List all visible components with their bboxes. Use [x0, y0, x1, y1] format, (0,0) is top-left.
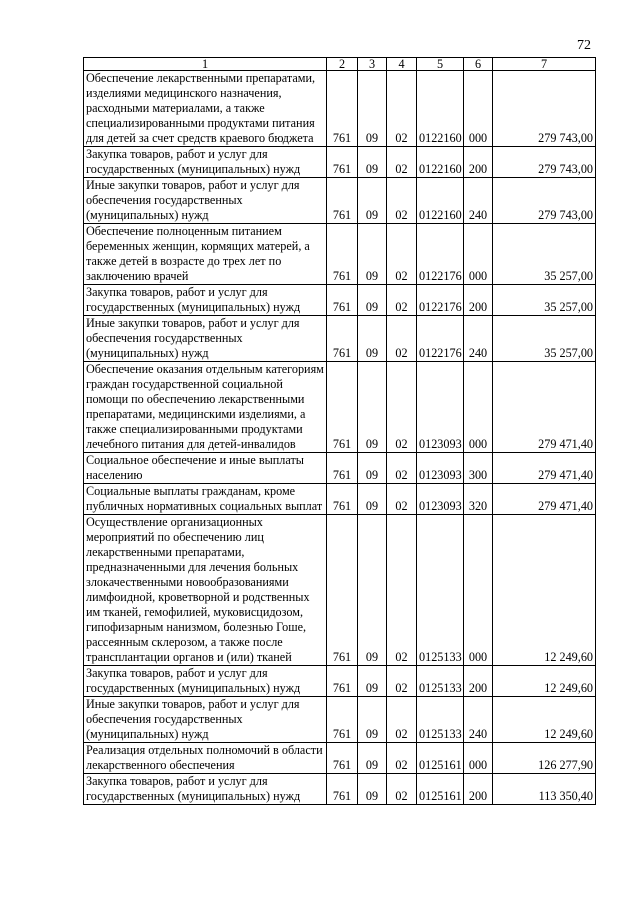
subsection-code-cell: 02: [387, 362, 417, 453]
amount-cell: 279 743,00: [493, 71, 596, 147]
section-code-cell: 09: [358, 285, 387, 316]
table-row: [84, 484, 596, 515]
table-row: [84, 515, 596, 666]
expense-name-cell: Обеспечение полноценным питанием беременных женщин, кормящих матерей, а также детей в возрасте до трех лет по заключению врачей: [84, 224, 327, 285]
header-col-3: 3: [358, 58, 387, 71]
amount-cell: 113 350,40: [493, 774, 596, 805]
expense-type-cell: 200: [464, 666, 493, 697]
expense-type-cell: 200: [464, 774, 493, 805]
subsection-code-cell: 02: [387, 71, 417, 147]
expense-type-cell: 240: [464, 178, 493, 224]
section-code-cell: 09: [358, 743, 387, 774]
expense-type-cell: 000: [464, 743, 493, 774]
expense-name-cell: Обеспечение оказания отдельным категориям граждан государственной социальной помощи по обеспечению лекарственными препаратами, медицинскими изделиями, а также специализированными продуктами лечебного питания для детей-инвалидов: [84, 362, 327, 453]
target-article-cell: 0123093: [417, 453, 464, 484]
expense-type-cell: 000: [464, 362, 493, 453]
expense-type-cell: 000: [464, 515, 493, 666]
target-article-cell: 0123093: [417, 484, 464, 515]
section-code-cell: 09: [358, 666, 387, 697]
subsection-code-cell: 02: [387, 515, 417, 666]
expense-name-cell: Закупка товаров, работ и услуг для государственных (муниципальных) нужд: [84, 666, 327, 697]
expense-type-cell: 000: [464, 224, 493, 285]
amount-cell: 279 471,40: [493, 362, 596, 453]
amount-cell: 279 743,00: [493, 147, 596, 178]
header-col-1: 1: [84, 58, 327, 71]
table-row: [84, 453, 596, 484]
ministry-code-cell: 761: [327, 224, 358, 285]
section-code-cell: 09: [358, 362, 387, 453]
table-row: [84, 71, 596, 147]
amount-cell: 126 277,90: [493, 743, 596, 774]
expense-name-cell: Иные закупки товаров, работ и услуг для обеспечения государственных (муниципальных) нужд: [84, 178, 327, 224]
ministry-code-cell: 761: [327, 71, 358, 147]
ministry-code-cell: 761: [327, 453, 358, 484]
ministry-code-cell: 761: [327, 285, 358, 316]
target-article-cell: 0125161: [417, 774, 464, 805]
section-code-cell: 09: [358, 515, 387, 666]
section-code-cell: 09: [358, 71, 387, 147]
section-code-cell: 09: [358, 453, 387, 484]
target-article-cell: 0125133: [417, 666, 464, 697]
target-article-cell: 0125133: [417, 697, 464, 743]
ministry-code-cell: 761: [327, 666, 358, 697]
expense-name-cell: Закупка товаров, работ и услуг для государственных (муниципальных) нужд: [84, 147, 327, 178]
expense-name-cell: Реализация отдельных полномочий в области лекарственного обеспечения: [84, 743, 327, 774]
ministry-code-cell: 761: [327, 743, 358, 774]
subsection-code-cell: 02: [387, 484, 417, 515]
section-code-cell: 09: [358, 697, 387, 743]
table-row: [84, 224, 596, 285]
amount-cell: 279 743,00: [493, 178, 596, 224]
table-row: [84, 147, 596, 178]
amount-cell: 35 257,00: [493, 224, 596, 285]
target-article-cell: 0122176: [417, 316, 464, 362]
expense-type-cell: 240: [464, 316, 493, 362]
amount-cell: 35 257,00: [493, 316, 596, 362]
section-code-cell: 09: [358, 774, 387, 805]
subsection-code-cell: 02: [387, 285, 417, 316]
table-row: [84, 316, 596, 362]
subsection-code-cell: 02: [387, 697, 417, 743]
expense-name-cell: Иные закупки товаров, работ и услуг для обеспечения государственных (муниципальных) нужд: [84, 697, 327, 743]
amount-cell: 12 249,60: [493, 666, 596, 697]
subsection-code-cell: 02: [387, 743, 417, 774]
table-row: [84, 178, 596, 224]
expense-type-cell: 240: [464, 697, 493, 743]
amount-cell: 279 471,40: [493, 484, 596, 515]
ministry-code-cell: 761: [327, 178, 358, 224]
table-row: [84, 774, 596, 805]
header-col-4: 4: [387, 58, 417, 71]
header-col-7: 7: [493, 58, 596, 71]
subsection-code-cell: 02: [387, 147, 417, 178]
section-code-cell: 09: [358, 316, 387, 362]
expense-name-cell: Социальное обеспечение и иные выплаты населению: [84, 453, 327, 484]
subsection-code-cell: 02: [387, 774, 417, 805]
expense-name-cell: Социальные выплаты гражданам, кроме публичных нормативных социальных выплат: [84, 484, 327, 515]
table-row: [84, 743, 596, 774]
header-col-2: 2: [327, 58, 358, 71]
section-code-cell: 09: [358, 147, 387, 178]
target-article-cell: 0123093: [417, 362, 464, 453]
expense-type-cell: 000: [464, 71, 493, 147]
table-row: [84, 285, 596, 316]
header-col-6: 6: [464, 58, 493, 71]
target-article-cell: 0122176: [417, 224, 464, 285]
target-article-cell: 0122160: [417, 71, 464, 147]
expense-name-cell: Иные закупки товаров, работ и услуг для обеспечения государственных (муниципальных) нужд: [84, 316, 327, 362]
table-row: [84, 362, 596, 453]
target-article-cell: 0122160: [417, 147, 464, 178]
subsection-code-cell: 02: [387, 666, 417, 697]
ministry-code-cell: 761: [327, 362, 358, 453]
ministry-code-cell: 761: [327, 147, 358, 178]
table-row: [84, 666, 596, 697]
subsection-code-cell: 02: [387, 224, 417, 285]
subsection-code-cell: 02: [387, 453, 417, 484]
section-code-cell: 09: [358, 484, 387, 515]
ministry-code-cell: 761: [327, 515, 358, 666]
budget-table: [83, 57, 596, 805]
expense-name-cell: Обеспечение лекарственными препаратами, изделиями медицинского назначения, расходными материалами, а также специализированными продуктами питания для детей за счет средств краевого бюджета: [84, 71, 327, 147]
subsection-code-cell: 02: [387, 316, 417, 362]
amount-cell: 35 257,00: [493, 285, 596, 316]
expense-name-cell: Закупка товаров, работ и услуг для государственных (муниципальных) нужд: [84, 285, 327, 316]
expense-name-cell: Осуществление организационных мероприятий по обеспечению лиц лекарственными препаратами, предназначенными для лечения больных злокачественными новообразованиями лимфоидной, кроветворной и родственных им тканей, гемофилией, муковисцидозом, гипофизарным нанизмом, болезнью Гоше, рассеянным склерозом, а также после трансплантации органов и (или) тканей: [84, 515, 327, 666]
expense-type-cell: 200: [464, 285, 493, 316]
page-number: 72: [577, 38, 591, 53]
header-row: [84, 58, 596, 71]
amount-cell: 12 249,60: [493, 697, 596, 743]
table-header: [84, 58, 596, 71]
expense-type-cell: 200: [464, 147, 493, 178]
ministry-code-cell: 761: [327, 774, 358, 805]
expense-type-cell: 300: [464, 453, 493, 484]
section-code-cell: 09: [358, 224, 387, 285]
header-col-5: 5: [417, 58, 464, 71]
target-article-cell: 0125133: [417, 515, 464, 666]
ministry-code-cell: 761: [327, 484, 358, 515]
ministry-code-cell: 761: [327, 697, 358, 743]
target-article-cell: 0125161: [417, 743, 464, 774]
amount-cell: 279 471,40: [493, 453, 596, 484]
amount-cell: 12 249,60: [493, 515, 596, 666]
expense-name-cell: Закупка товаров, работ и услуг для государственных (муниципальных) нужд: [84, 774, 327, 805]
table-body: [84, 71, 596, 805]
ministry-code-cell: 761: [327, 316, 358, 362]
table-row: [84, 697, 596, 743]
subsection-code-cell: 02: [387, 178, 417, 224]
section-code-cell: 09: [358, 178, 387, 224]
expense-type-cell: 320: [464, 484, 493, 515]
target-article-cell: 0122160: [417, 178, 464, 224]
target-article-cell: 0122176: [417, 285, 464, 316]
